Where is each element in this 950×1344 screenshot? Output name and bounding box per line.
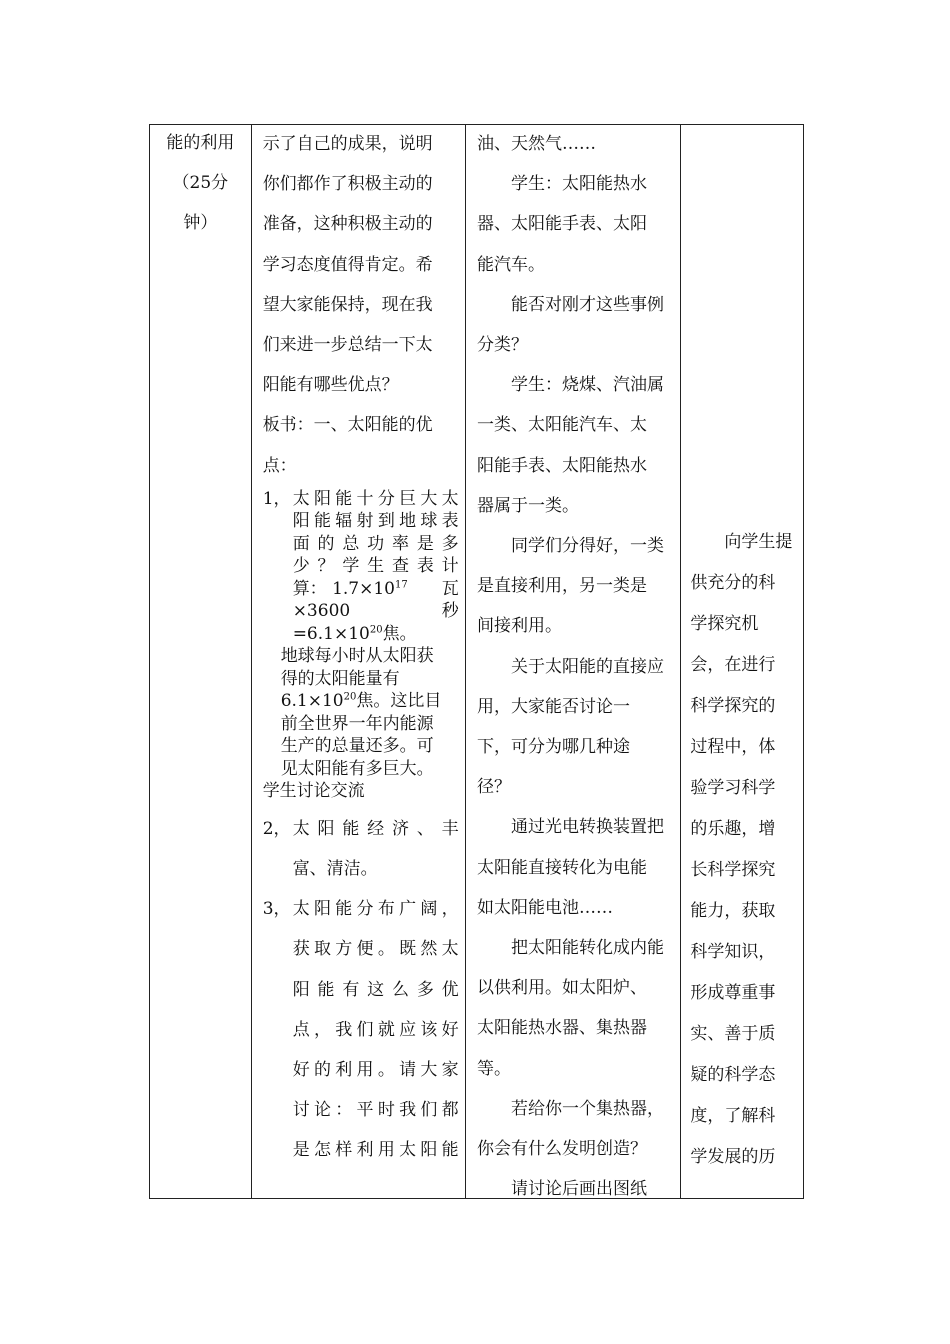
text-line: 器属于一类。 xyxy=(477,495,580,516)
text-line: 准备，这种积极主动的 xyxy=(262,214,433,235)
calc-value: 6.1×10 xyxy=(280,691,344,712)
calc-value: 算： 1.7×10 xyxy=(292,578,396,599)
text-line: 能汽车。 xyxy=(477,254,546,275)
text-line: 望大家能保持，现在我 xyxy=(262,294,433,315)
text-line: 板书：一、太阳能的优 xyxy=(262,415,433,436)
text-line: 学生：太阳能热水 xyxy=(511,174,648,195)
text-line: 径？ xyxy=(477,777,512,798)
text-line: 关于太阳能的直接应 xyxy=(511,656,665,677)
dialogue-paragraph xyxy=(477,526,674,647)
text-line: 科学探究的 xyxy=(690,696,776,716)
lesson-table xyxy=(149,124,804,1199)
calc-value: ×3600 xyxy=(292,601,351,622)
intro-text xyxy=(263,125,459,486)
text-line: 科学知识， xyxy=(690,942,776,962)
text-line: 们来进一步总结一下太 xyxy=(262,335,433,356)
time-line: 能的利用 xyxy=(166,133,235,153)
text-line: 间接利用。 xyxy=(477,616,563,637)
unit: 秒 xyxy=(441,601,459,622)
unit: 瓦 xyxy=(441,578,459,599)
text-line: 地球每小时从太阳获 xyxy=(280,646,434,667)
text-line: 若给你一个集热器， xyxy=(511,1098,665,1119)
calc-value: =6.1×10 xyxy=(292,623,370,644)
text-line: 是怎样利用太阳能 xyxy=(292,1140,459,1161)
text-line: 下，可分为哪几种途 xyxy=(477,737,631,758)
item-number: 1， xyxy=(262,488,291,509)
discussion-note: 学生讨论交流 xyxy=(262,781,365,802)
text-line: 好的利用。请大家 xyxy=(292,1060,459,1081)
text-line: 同学们分得好，一类 xyxy=(511,536,665,557)
dialogue-paragraph xyxy=(477,1089,674,1169)
text-line: 供充分的科 xyxy=(690,573,776,593)
text-line: 阳能手表、太阳能热水 xyxy=(477,455,648,476)
text-line: 点，我们就应该好 xyxy=(292,1019,459,1040)
text-line: 形成尊重事 xyxy=(690,983,776,1003)
text-line: 能力，获取 xyxy=(690,901,776,921)
text-line: 的乐趣，增 xyxy=(690,819,776,839)
dialogue-paragraph xyxy=(477,365,674,526)
text-line: 阳能辐射到地球表 xyxy=(292,511,459,532)
calc-line-c xyxy=(263,623,459,646)
text-line: 讨论：平时我们都 xyxy=(292,1100,459,1121)
text-line: 如太阳能电池…… xyxy=(477,897,614,918)
student-activity-column xyxy=(466,125,681,1198)
text-line: 一类、太阳能汽车、太 xyxy=(477,415,648,436)
dialogue-paragraph xyxy=(477,807,674,928)
calc-line-b xyxy=(263,600,459,623)
item-number: 3， xyxy=(262,899,291,920)
text-line: 你会有什么发明创造？ xyxy=(477,1139,648,1160)
text-line: 你们都作了积极主动的 xyxy=(262,174,433,195)
earth-energy-text xyxy=(263,645,459,780)
teacher-activity-column xyxy=(252,125,466,1198)
dialogue-paragraph xyxy=(477,928,674,1089)
advantage-item-1 xyxy=(263,488,459,646)
text-line: 把太阳能转化成内能 xyxy=(511,938,665,959)
text-line: 学探究机 xyxy=(690,614,759,634)
dialogue-paragraph xyxy=(477,1169,674,1198)
text-line: 能否对刚才这些事例 xyxy=(511,294,665,315)
dialogue-paragraph xyxy=(477,125,674,164)
text-line: 油、天然气…… xyxy=(477,134,597,154)
text-line: 得的太阳能量有 xyxy=(280,668,400,689)
text-line: 用，大家能否讨论一 xyxy=(477,696,631,717)
unit: 焦。 xyxy=(382,623,417,644)
text-line: 富、清洁。 xyxy=(292,859,378,880)
text-line: 获取方便。既然太 xyxy=(292,939,459,960)
time-line: （25分 xyxy=(172,173,229,194)
calc-line-a xyxy=(263,578,459,601)
text-line: 度，了解科 xyxy=(690,1106,776,1126)
text-line: 学生：烧煤、汽油属 xyxy=(511,375,665,396)
text-line: 会，在进行 xyxy=(690,655,776,675)
text-line: 太阳能分布广阔， xyxy=(292,899,459,920)
text-line: 向学生提 xyxy=(724,532,793,552)
text-line: 过程中，体 xyxy=(690,737,776,757)
design-intent-column xyxy=(681,125,803,1198)
text-line: 长科学探究 xyxy=(690,860,776,880)
time-line: 钟） xyxy=(183,213,218,234)
item-number: 2， xyxy=(262,818,291,839)
text-line: 学发展的历 xyxy=(690,1147,776,1167)
advantage-item-2 xyxy=(263,809,459,889)
exponent: 20 xyxy=(343,691,357,703)
text-line: 点： xyxy=(262,455,297,476)
text-line: 太阳能热水器、集热器 xyxy=(477,1018,648,1039)
dialogue-paragraph xyxy=(477,647,674,808)
text-line: 等。 xyxy=(477,1058,512,1079)
text-line: 示了自己的成果，说明 xyxy=(262,134,433,154)
advantage-item-3 xyxy=(263,889,459,1170)
text-line: 器、太阳能手表、太阳 xyxy=(477,214,648,235)
exponent: 17 xyxy=(395,579,408,591)
text-line: 学习态度值得肯定。希 xyxy=(262,254,433,275)
dialogue-paragraph xyxy=(477,164,674,285)
text-line: 阳能有这么多优 xyxy=(292,979,459,1000)
text-line: 前全世界一年内能源 xyxy=(280,713,434,734)
dialogue-paragraph xyxy=(477,285,674,365)
text-line: 是直接利用，另一类是 xyxy=(477,576,648,597)
text-line: 以供利用。如太阳炉、 xyxy=(477,978,648,999)
text-line: 验学习科学 xyxy=(690,778,776,798)
text-line: 生产的总量还多。可 xyxy=(280,736,434,757)
text-line: 面的总功率是多 xyxy=(292,533,459,554)
text-line: 阳能有哪些优点？ xyxy=(262,375,399,396)
text-line: 少？学生查表计 xyxy=(292,556,459,577)
text-line: 实、善于质 xyxy=(690,1024,776,1044)
text-line: 焦。这比目 xyxy=(356,691,442,712)
text-line: 请讨论后画出图纸 xyxy=(511,1179,648,1198)
text-line: 太阳能十分巨大太 xyxy=(292,488,459,509)
time-column xyxy=(150,125,252,1198)
exponent: 20 xyxy=(369,624,383,636)
text-line: 见太阳能有多巨大。 xyxy=(280,758,434,779)
text-line: 太阳能经济、丰 xyxy=(292,818,459,839)
text-line: 分类？ xyxy=(477,335,529,356)
text-line: 太阳能直接转化为电能 xyxy=(477,857,648,878)
text-line: 通过光电转换装置把 xyxy=(511,817,665,838)
text-line: 疑的科学态 xyxy=(690,1065,776,1085)
